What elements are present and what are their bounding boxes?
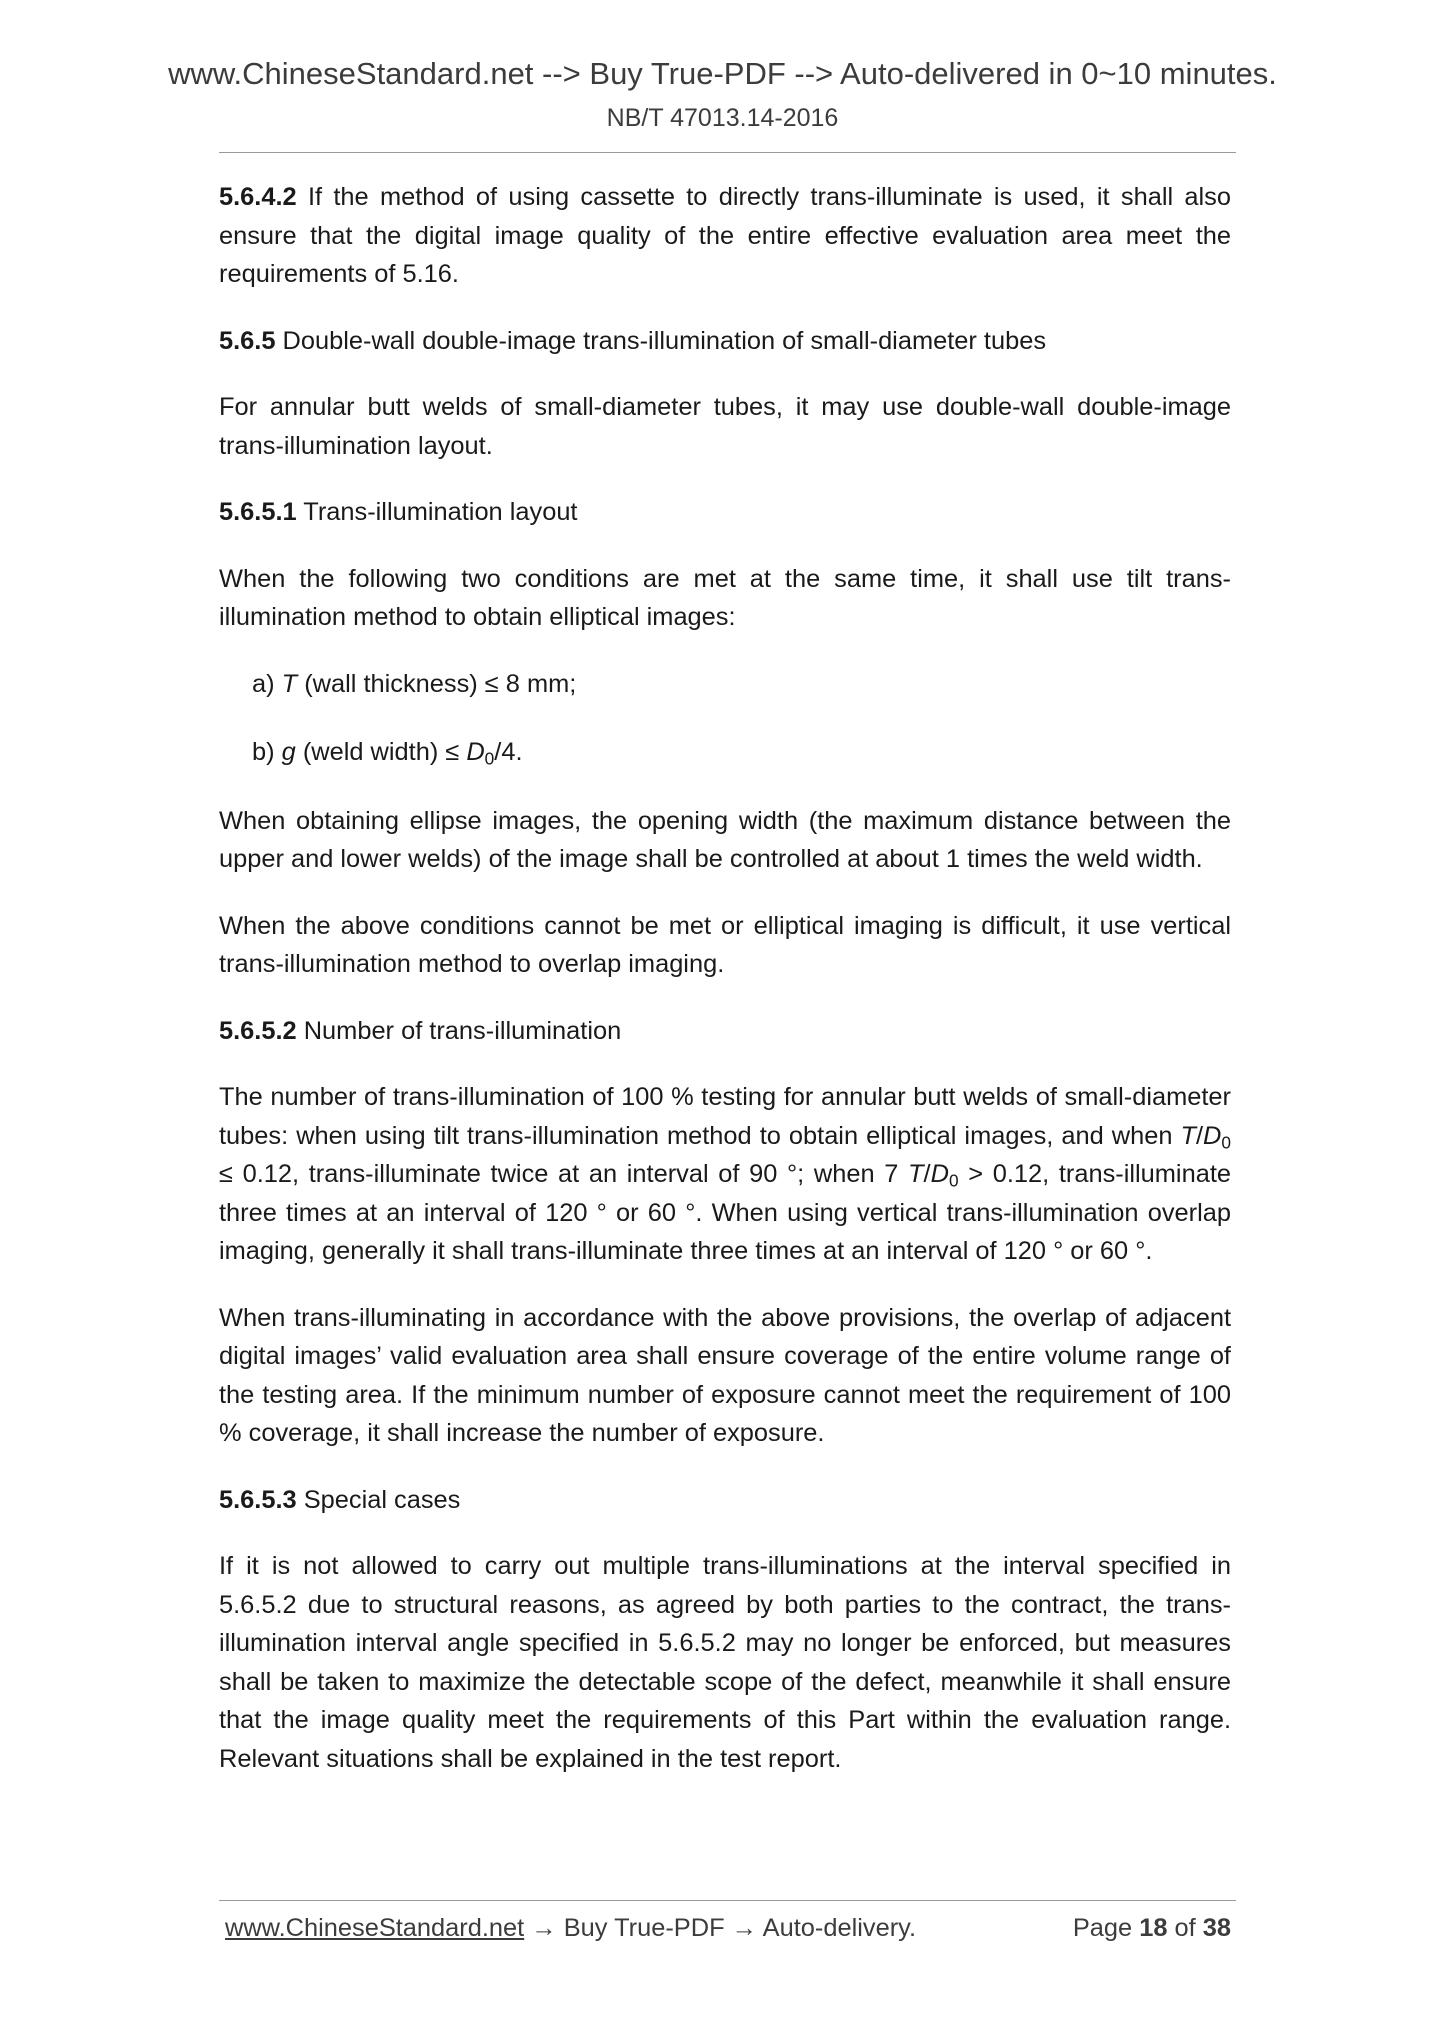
header-divider <box>219 152 1236 153</box>
paragraph: When the following two conditions are met at the same time, it shall use tilt trans-illumination method to obtain elliptical images: <box>219 564 1231 631</box>
heading-text: Number of trans-illumination <box>296 1016 622 1045</box>
heading-text: Trans-illumination layout <box>296 498 578 526</box>
clause-5-6-4-2 <box>219 178 1231 294</box>
page-indicator <box>1073 1914 1231 1943</box>
paragraph: When trans-illuminating in accordance with the above provisions, the overlap of adjacent digital images’ valid evaluation area shall ensure coverage of the entire volume range of the testing area. If the minimum number of exposure cannot meet the requirement of 100 % coverage, it shall increase the number of exposure. <box>219 1303 1231 1447</box>
page-of-label: of <box>1167 1914 1203 1942</box>
list-text: (wall thickness) ≤ 8 mm; <box>297 669 577 698</box>
text-run: / <box>1195 1121 1204 1150</box>
clause-number: 5.6.5 <box>219 326 276 355</box>
total-pages-number: 38 <box>1202 1914 1231 1942</box>
paragraph: When the above conditions cannot be met or elliptical imaging is difficult, it use vertical trans-illumination method to overlap imaging. <box>219 911 1231 978</box>
footer-divider <box>219 1900 1236 1901</box>
heading-text: Double-wall double-image trans-illumination of small-diameter tubes <box>275 326 1047 355</box>
math-variable: T <box>908 1160 924 1188</box>
math-subscript: 0 <box>948 1170 959 1191</box>
list-item-b <box>219 733 1231 772</box>
header-promo-text: www.ChineseStandard.net --> Buy True-PDF --> Auto-delivered in 0~10 minutes. <box>168 56 1277 91</box>
clause-number: 5.6.5.3 <box>219 1485 297 1514</box>
heading-5-6-5 <box>219 322 1231 361</box>
footer-promo-text: → Buy True-PDF → Auto-delivery. <box>524 1914 917 1942</box>
heading-5-6-5-2 <box>219 1012 1231 1051</box>
text-run: / <box>923 1160 931 1188</box>
page-footer <box>225 1914 1231 1954</box>
math-variable: T <box>1180 1121 1196 1150</box>
paragraph: When obtaining ellipse images, the opening width (the maximum distance between the upper and lower welds) of the image shall be controlled at about 1 times the weld width. <box>219 806 1231 873</box>
clause-number: 5.6.4.2 <box>219 183 297 211</box>
page-label: Page <box>1072 1914 1140 1942</box>
text-run: > 0.12, trans-illuminate three times at an interval of 120 ° or 60 °. When using vertical trans-illumination overlap imaging, generally it shall trans-illuminate three times at an interval of 120 ° or 60 °. <box>219 1160 1231 1265</box>
math-variable: D <box>1203 1121 1222 1150</box>
clause-number: 5.6.5.1 <box>219 498 297 526</box>
math-variable: D <box>466 738 485 766</box>
list-text: (weld width) ≤ <box>295 738 467 766</box>
list-marker: b) <box>252 738 282 766</box>
math-variable: D <box>930 1160 949 1188</box>
paragraph <box>219 1078 1231 1271</box>
clause-number: 5.6.5.2 <box>219 1016 297 1045</box>
document-code: NB/T 47013.14-2016 <box>606 104 839 132</box>
math-variable: g <box>281 738 296 766</box>
list-text: /4. <box>494 738 523 766</box>
heading-text: Special cases <box>296 1485 461 1514</box>
text-run: The number of trans-illumination of 100 % testing for annular butt welds of small-diameter tubes: when using tilt trans-illumination method to obtain elliptical images, and when <box>219 1083 1231 1150</box>
heading-5-6-5-3 <box>219 1481 1231 1520</box>
document-body <box>219 178 1231 1806</box>
text-run: ≤ 0.12, trans-illuminate twice at an interval of 90 °; when 7 <box>219 1160 909 1188</box>
site-link[interactable]: www.ChineseStandard.net <box>225 1914 525 1942</box>
list-item-a <box>219 665 1231 704</box>
math-subscript: 0 <box>484 748 495 769</box>
clause-text: If the method of using cassette to directly trans-illuminate is used, it shall also ensure that the digital image quality of the entire effective evaluation area meet the requirements of 5.16. <box>219 183 1231 288</box>
list-marker: a) <box>252 669 282 698</box>
footer-promo <box>225 1914 916 1943</box>
math-subscript: 0 <box>1221 1131 1231 1152</box>
paragraph: If it is not allowed to carry out multiple trans-illuminations at the interval specified in 5.6.5.2 due to structural reasons, as agreed by both parties to the contract, the trans-illumination interval angle specified in 5.6.5.2 may no longer be enforced, but measures shall be taken to maximize the detectable scope of the defect, meanwhile it shall ensure that the image quality meet the requirements of this Part within the evaluation range. Relevant situations shall be explained in the test report. <box>219 1552 1231 1773</box>
paragraph: For annular butt welds of small-diameter tubes, it may use double-wall double-image trans-illumination layout. <box>219 393 1231 460</box>
math-variable: T <box>281 669 298 698</box>
heading-5-6-5-1 <box>219 493 1231 532</box>
current-page-number: 18 <box>1139 1914 1168 1942</box>
